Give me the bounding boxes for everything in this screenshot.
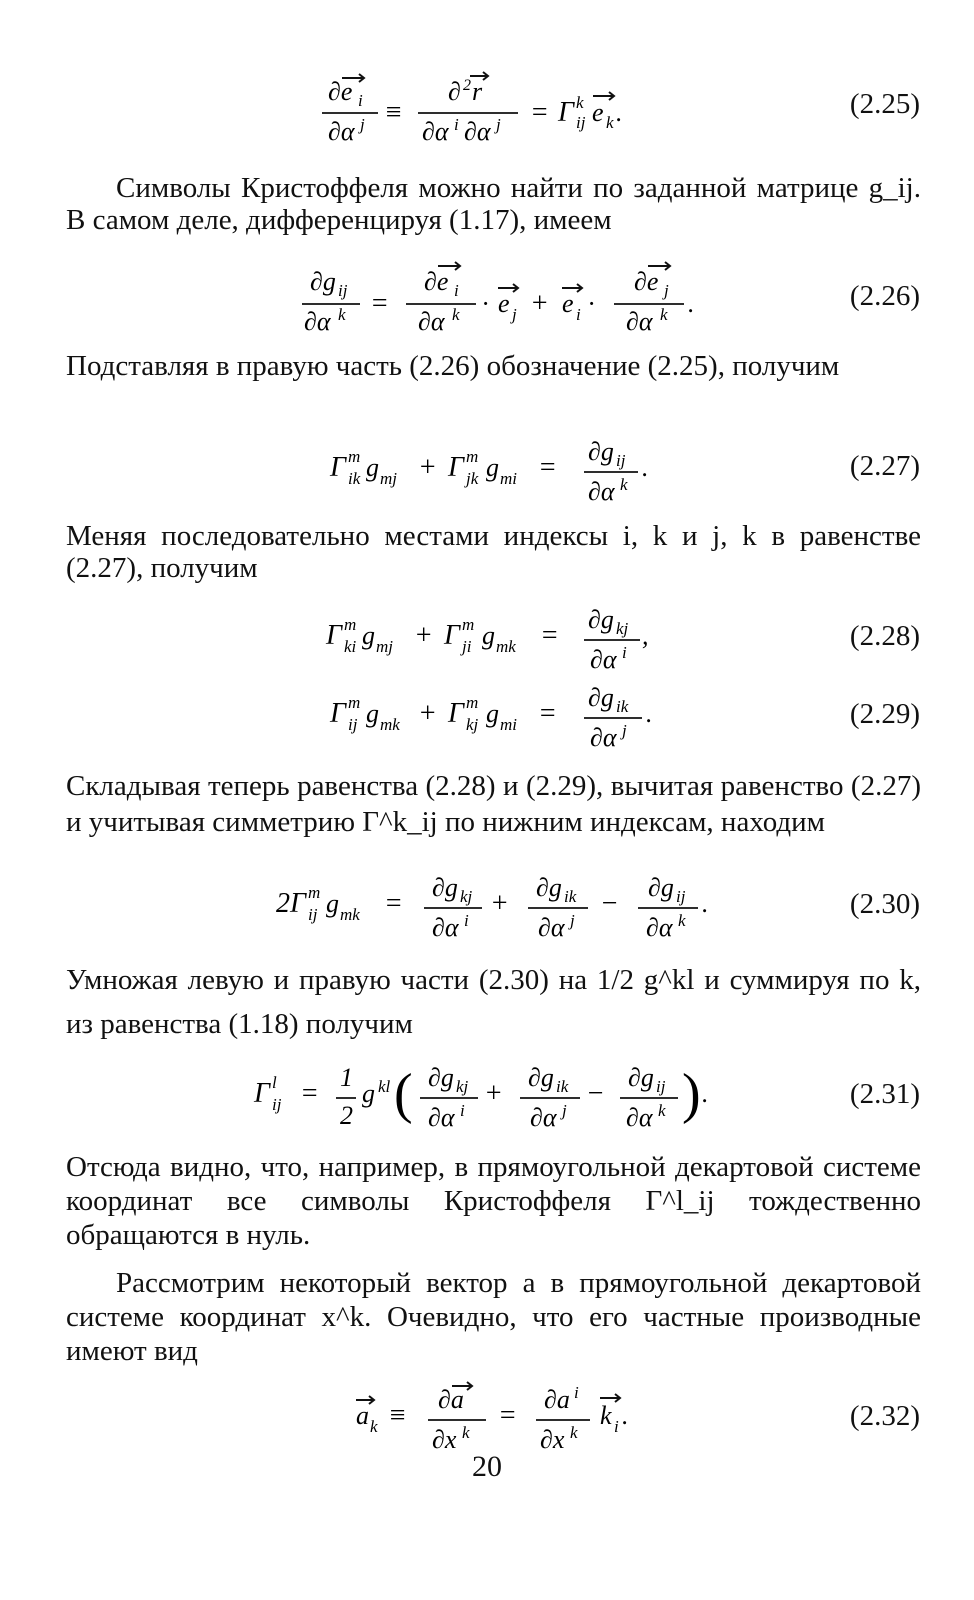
svg-text:=: = bbox=[540, 620, 559, 651]
svg-text:k: k bbox=[678, 911, 686, 930]
svg-text:.: . bbox=[688, 289, 695, 318]
svg-text:k: k bbox=[370, 1417, 378, 1436]
svg-text:∂g: ∂g bbox=[588, 683, 614, 712]
svg-text:∂e: ∂e bbox=[634, 267, 659, 296]
equation-2-31-formula bbox=[250, 1058, 790, 1138]
svg-text:Γ: Γ bbox=[444, 620, 460, 651]
svg-text:Γ: Γ bbox=[558, 97, 574, 128]
svg-text:k: k bbox=[620, 475, 628, 494]
svg-text:k: k bbox=[600, 1401, 612, 1430]
paragraph-7: Рассмотрим некоторый вектор a в прямоугольной декартовой системе координат x^k. Очевидно, что его частные производные имеют вид bbox=[66, 1267, 921, 1367]
equation-2-29-label: (2.29) bbox=[849, 698, 920, 730]
equation-2-26-label: (2.26) bbox=[849, 280, 920, 312]
svg-text:ij: ij bbox=[576, 113, 586, 132]
svg-text:r: r bbox=[472, 77, 483, 106]
svg-text:kj: kj bbox=[456, 1077, 469, 1096]
svg-text:ki: ki bbox=[344, 637, 357, 656]
paragraph-2: Подставляя в правую часть (2.26) обозначение (2.25), получим bbox=[66, 350, 840, 382]
svg-text:j: j bbox=[562, 1101, 567, 1120]
svg-text:kj: kj bbox=[616, 619, 629, 638]
paragraph-1: Символы Кристоффеля можно найти по заданной матрице g_ij. В самом деле, дифференцируя (1.17), имеем bbox=[66, 172, 921, 236]
svg-text:∂g: ∂g bbox=[648, 873, 674, 902]
svg-text:g: g bbox=[482, 621, 495, 650]
svg-text:∂g: ∂g bbox=[588, 437, 614, 466]
svg-text:∂a: ∂a bbox=[438, 1385, 464, 1414]
svg-text:k: k bbox=[462, 1423, 470, 1442]
svg-text:=: = bbox=[530, 97, 549, 128]
svg-text:ik: ik bbox=[556, 1077, 569, 1096]
equation-2-30-label: (2.30) bbox=[849, 888, 920, 920]
svg-text:+: + bbox=[418, 452, 437, 483]
equation-2-25-label: (2.25) bbox=[849, 88, 920, 120]
paragraph-3: Меняя последовательно местами индексы i, k и j, k в равенстве (2.27), получим bbox=[66, 520, 921, 584]
svg-text:m: m bbox=[308, 883, 321, 902]
svg-text:e: e bbox=[562, 289, 574, 318]
svg-text:+: + bbox=[490, 888, 509, 919]
svg-text:Γ: Γ bbox=[330, 452, 346, 483]
svg-text:1: 1 bbox=[340, 1063, 353, 1092]
svg-text:Γ: Γ bbox=[448, 698, 464, 729]
equation-2-32-formula bbox=[352, 1378, 672, 1458]
svg-text:g: g bbox=[326, 889, 339, 918]
equation-2-29-formula bbox=[326, 680, 666, 760]
svg-text:−: − bbox=[600, 888, 619, 919]
paragraph-4: Складывая теперь равенства (2.28) и (2.29), вычитая равенство (2.27) и учитывая симметрию Γ^k_ij по нижним индексам, находим bbox=[66, 770, 921, 838]
svg-text:+: + bbox=[530, 288, 549, 319]
svg-text:a: a bbox=[356, 1401, 369, 1430]
svg-text:∂e: ∂e bbox=[424, 267, 449, 296]
equation-2-32-label: (2.32) bbox=[849, 1400, 920, 1432]
svg-text:g: g bbox=[486, 453, 499, 482]
equation-2-32 bbox=[0, 1378, 974, 1458]
svg-text:∂α: ∂α bbox=[590, 645, 617, 674]
svg-text:j: j bbox=[622, 721, 627, 740]
svg-text:Γ: Γ bbox=[254, 1078, 270, 1109]
svg-text:∂α: ∂α bbox=[422, 117, 449, 146]
svg-text:=: = bbox=[498, 1400, 517, 1431]
equation-2-28 bbox=[0, 602, 974, 682]
svg-text:2: 2 bbox=[340, 1101, 353, 1130]
svg-text:≡: ≡ bbox=[384, 97, 403, 128]
svg-text:m: m bbox=[466, 693, 479, 712]
svg-text:j: j bbox=[360, 115, 365, 134]
svg-text:,: , bbox=[642, 621, 649, 650]
svg-text:=: = bbox=[384, 888, 403, 919]
svg-text:∂x: ∂x bbox=[432, 1425, 457, 1454]
equation-2-27-label: (2.27) bbox=[849, 450, 920, 482]
svg-text:∂g: ∂g bbox=[536, 873, 562, 902]
svg-text:mj: mj bbox=[376, 637, 393, 656]
svg-text:Γ: Γ bbox=[326, 620, 342, 651]
svg-text:l: l bbox=[272, 1073, 277, 1092]
svg-text:ij: ij bbox=[338, 281, 348, 300]
svg-text:kj: kj bbox=[466, 715, 479, 734]
svg-text:∂x: ∂x bbox=[540, 1425, 565, 1454]
svg-text:ik: ik bbox=[616, 697, 629, 716]
svg-text:+: + bbox=[418, 698, 437, 729]
svg-text:∂g: ∂g bbox=[310, 267, 336, 296]
svg-text:∂α: ∂α bbox=[626, 307, 653, 336]
svg-text:ji: ji bbox=[462, 637, 472, 656]
svg-text:jk: jk bbox=[466, 469, 479, 488]
svg-text:∂α: ∂α bbox=[588, 477, 615, 506]
svg-text:=: = bbox=[300, 1078, 319, 1109]
svg-text:+: + bbox=[484, 1078, 503, 1109]
svg-text:k: k bbox=[576, 93, 584, 112]
svg-text:m: m bbox=[344, 615, 357, 634]
svg-text:i: i bbox=[576, 305, 581, 324]
equation-2-25-formula bbox=[318, 66, 658, 146]
svg-text:∂g: ∂g bbox=[628, 1063, 654, 1092]
svg-text:i: i bbox=[622, 643, 627, 662]
svg-text:mk: mk bbox=[496, 637, 516, 656]
equation-2-28-formula bbox=[322, 602, 662, 682]
svg-text:i: i bbox=[358, 91, 363, 110]
paragraph-5: Умножая левую и правую части (2.30) на 1/2 g^kl и суммируя по k, из равенства (1.18) получим bbox=[66, 964, 921, 1040]
svg-text:m: m bbox=[466, 447, 479, 466]
svg-text:mi: mi bbox=[500, 715, 517, 734]
svg-text:∂α: ∂α bbox=[328, 117, 355, 146]
svg-text:∂g: ∂g bbox=[528, 1063, 554, 1092]
svg-text:∂α: ∂α bbox=[646, 913, 673, 942]
svg-text:i: i bbox=[454, 115, 459, 134]
svg-text:2Γ: 2Γ bbox=[276, 888, 306, 919]
svg-text:i: i bbox=[454, 281, 459, 300]
svg-text:ik: ik bbox=[348, 469, 361, 488]
svg-text:m: m bbox=[348, 693, 361, 712]
equation-2-31-label: (2.31) bbox=[849, 1078, 920, 1110]
svg-text:.: . bbox=[646, 699, 653, 728]
svg-text:∂α: ∂α bbox=[418, 307, 445, 336]
svg-text:.: . bbox=[622, 1401, 629, 1430]
svg-text:.: . bbox=[642, 453, 649, 482]
svg-text:mk: mk bbox=[340, 905, 360, 924]
svg-text:m: m bbox=[348, 447, 361, 466]
svg-text:mj: mj bbox=[380, 469, 397, 488]
svg-text:k: k bbox=[660, 305, 668, 324]
equation-2-28-label: (2.28) bbox=[849, 620, 920, 652]
svg-text:k: k bbox=[570, 1423, 578, 1442]
svg-text:e: e bbox=[592, 98, 604, 127]
svg-text:g: g bbox=[362, 1079, 375, 1108]
svg-text:e: e bbox=[498, 289, 510, 318]
svg-text:k: k bbox=[606, 113, 614, 132]
svg-text:j: j bbox=[496, 115, 501, 134]
svg-text:i: i bbox=[460, 1101, 465, 1120]
svg-text:kl: kl bbox=[378, 1077, 391, 1096]
svg-text:g: g bbox=[486, 699, 499, 728]
svg-text:j: j bbox=[664, 281, 669, 300]
svg-text:j: j bbox=[512, 305, 517, 324]
svg-text:.: . bbox=[702, 1079, 709, 1108]
svg-text:∂g: ∂g bbox=[428, 1063, 454, 1092]
svg-text:∂α: ∂α bbox=[538, 913, 565, 942]
svg-text:.: . bbox=[616, 98, 623, 127]
svg-text:): ) bbox=[682, 1063, 701, 1125]
svg-text:kj: kj bbox=[460, 887, 473, 906]
svg-text:∂e: ∂e bbox=[328, 77, 353, 106]
svg-text:ik: ik bbox=[564, 887, 577, 906]
page-number: 20 bbox=[472, 1450, 502, 1483]
svg-text:ij: ij bbox=[656, 1077, 666, 1096]
equation-2-25 bbox=[0, 66, 974, 146]
svg-text:∂α: ∂α bbox=[428, 1103, 455, 1132]
svg-text:.: . bbox=[702, 889, 709, 918]
svg-text:g: g bbox=[366, 699, 379, 728]
svg-text:g: g bbox=[366, 453, 379, 482]
svg-text:∂α: ∂α bbox=[530, 1103, 557, 1132]
svg-text:·: · bbox=[588, 289, 595, 318]
svg-text:∂α: ∂α bbox=[626, 1103, 653, 1132]
svg-text:≡: ≡ bbox=[388, 1400, 407, 1431]
equation-2-27 bbox=[0, 432, 974, 512]
svg-text:−: − bbox=[586, 1078, 605, 1109]
equation-2-30 bbox=[0, 868, 974, 948]
equation-2-31 bbox=[0, 1058, 974, 1138]
svg-text:=: = bbox=[538, 452, 557, 483]
svg-text:(: ( bbox=[394, 1063, 413, 1125]
svg-text:i: i bbox=[464, 911, 469, 930]
svg-text:∂α: ∂α bbox=[304, 307, 331, 336]
svg-text:i: i bbox=[614, 1417, 619, 1436]
equation-2-27-formula bbox=[326, 432, 666, 512]
equation-2-26 bbox=[0, 254, 974, 334]
equation-2-29 bbox=[0, 680, 974, 760]
svg-text:2: 2 bbox=[463, 77, 471, 94]
svg-text:Γ: Γ bbox=[448, 452, 464, 483]
svg-text:ij: ij bbox=[676, 887, 686, 906]
svg-text:·: · bbox=[482, 289, 489, 318]
svg-text:∂α: ∂α bbox=[590, 723, 617, 752]
svg-text:ij: ij bbox=[272, 1095, 282, 1114]
svg-text:j: j bbox=[570, 911, 575, 930]
svg-text:k: k bbox=[338, 305, 346, 324]
svg-text:∂: ∂ bbox=[448, 77, 461, 106]
svg-text:k: k bbox=[658, 1101, 666, 1120]
svg-text:k: k bbox=[452, 305, 460, 324]
svg-text:∂g: ∂g bbox=[588, 605, 614, 634]
svg-text:Γ: Γ bbox=[330, 698, 346, 729]
svg-text:∂g: ∂g bbox=[432, 873, 458, 902]
svg-text:+: + bbox=[414, 620, 433, 651]
svg-text:∂α: ∂α bbox=[432, 913, 459, 942]
equation-2-30-formula bbox=[272, 868, 732, 948]
equation-2-26-formula bbox=[298, 254, 718, 334]
svg-text:ij: ij bbox=[348, 715, 358, 734]
svg-text:∂a: ∂a bbox=[544, 1385, 570, 1414]
paragraph-6: Отсюда видно, что, например, в прямоугольной декартовой системе координат все символы Кристоффеля Γ^l_ij тождественно обращаются в нуль. bbox=[66, 1151, 921, 1251]
svg-text:=: = bbox=[370, 288, 389, 319]
svg-text:i: i bbox=[574, 1383, 579, 1402]
svg-text:mi: mi bbox=[500, 469, 517, 488]
svg-text:ij: ij bbox=[308, 905, 318, 924]
svg-text:=: = bbox=[538, 698, 557, 729]
svg-text:ij: ij bbox=[616, 451, 626, 470]
svg-text:∂α: ∂α bbox=[464, 117, 491, 146]
svg-text:m: m bbox=[462, 615, 475, 634]
svg-text:mk: mk bbox=[380, 715, 400, 734]
svg-text:g: g bbox=[362, 621, 375, 650]
